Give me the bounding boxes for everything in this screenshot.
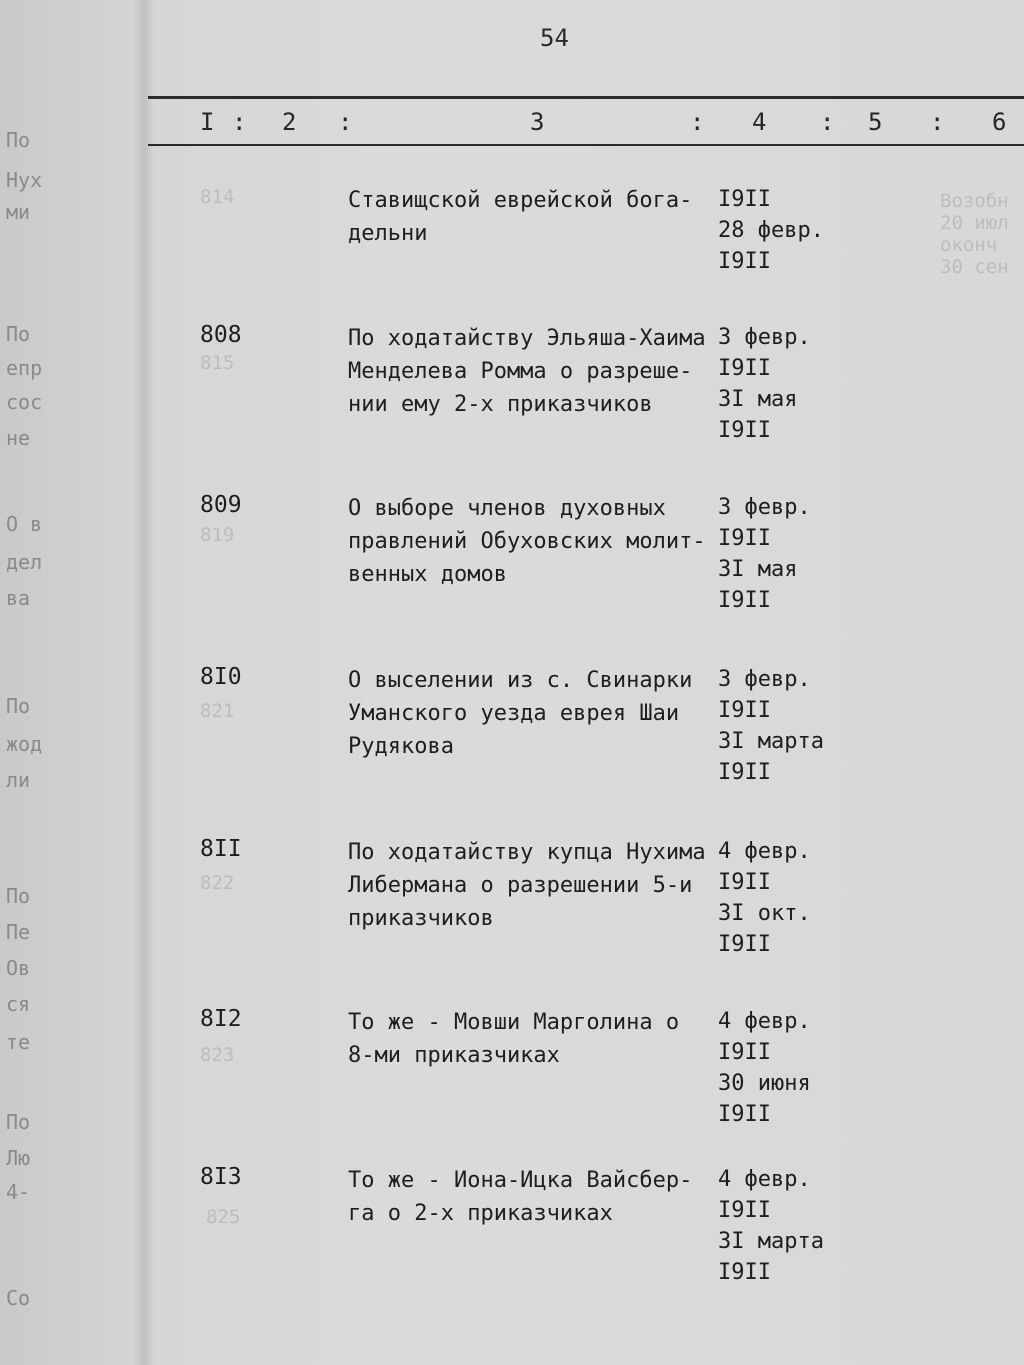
entry-title-line: О выборе членов духовных [348, 496, 666, 521]
entry-title [348, 492, 718, 591]
entry-date-line: I9II [718, 588, 771, 613]
entry-date-line: 28 февр. [718, 218, 824, 243]
entry-number: 809 [200, 492, 242, 518]
entry-number: 8I0 [200, 664, 242, 690]
column-header-item: 6 [992, 108, 1007, 136]
entry-date-line: I9II [718, 1040, 771, 1065]
entry-title-line: га о 2-х приказчиках [348, 1201, 613, 1226]
entry-title [348, 1164, 718, 1230]
entry-number: 8I3 [200, 1164, 242, 1190]
column-header-separator: : [930, 108, 945, 136]
entry-dates [718, 1164, 824, 1288]
entry-date-line: I9II [718, 418, 771, 443]
show-through-mark: 814 [200, 186, 235, 208]
column-header-item: 5 [868, 108, 883, 136]
entry-dates [718, 1006, 811, 1130]
entry-title [348, 1006, 718, 1072]
column-header-separator: : [820, 108, 835, 136]
entry-title-line: приказчиков [348, 906, 494, 931]
entry-date-line: 3 февр. [718, 667, 811, 692]
entry-title [348, 836, 718, 935]
entry-date-line: 4 февр. [718, 1009, 811, 1034]
entry-date-line: I9II [718, 1260, 771, 1285]
entry-date-line: 3I марта [718, 1229, 824, 1254]
entry-date-line: I9II [718, 249, 771, 274]
entry-title-line: Либермана о разрешении 5-и [348, 873, 693, 898]
column-header-separator: : [232, 108, 247, 136]
entry-date-line: 3I марта [718, 729, 824, 754]
entry-date-line: 3 февр. [718, 325, 811, 350]
column-header-separator: : [338, 108, 353, 136]
entry-date-line: 3I окт. [718, 901, 811, 926]
previous-page-edge: По Нух ми По епр сос не О в дел ва По жод ли По Пе Ов ся те По Лю 4- Со [6, 128, 43, 1310]
entry-title-line: То же - Иона-Ицка Вайсбер- [348, 1168, 693, 1193]
column-header-separator: : [690, 108, 705, 136]
entry-dates [718, 836, 811, 960]
entry-title-line: Уманского уезда еврея Шаи [348, 701, 680, 726]
entry-title-line: По ходатайству Эльяша-Хаима [348, 326, 706, 351]
entry-dates [718, 492, 811, 616]
entry-date-line: I9II [718, 356, 771, 381]
entry-title-line: То же - Мовши Марголина о [348, 1010, 680, 1035]
column-header-item: 3 [530, 108, 545, 136]
entry-title-line: По ходатайству купца Нухима [348, 840, 706, 865]
entry-title-line: Менделева Ромма о разреше- [348, 359, 693, 384]
entry-title-line: 8-ми приказчиках [348, 1043, 560, 1068]
entry-title-line: правлений Обуховских молит- [348, 529, 706, 554]
entry-number: 8I2 [200, 1006, 242, 1032]
show-through-mark: 815 [200, 352, 235, 374]
entry-title [348, 322, 718, 421]
entry-date-line: 3I мая [718, 387, 798, 412]
show-through-mark: 819 [200, 524, 235, 546]
entry-number: 808 [200, 322, 242, 348]
show-through-mark: 821 [200, 700, 235, 722]
entry-title-line: О выселении из с. Свинарки [348, 668, 693, 693]
show-through-mark: 825 [206, 1206, 241, 1228]
column-header-item: 2 [282, 108, 297, 136]
entry-date-line: 4 февр. [718, 839, 811, 864]
entry-date-line: I9II [718, 760, 771, 785]
entry-date-line: 30 июня [718, 1071, 811, 1096]
entry-date-line: I9II [718, 526, 771, 551]
page-fold-shadow [132, 0, 154, 1365]
entry-title [348, 664, 718, 763]
entry-date-line: I9II [718, 698, 771, 723]
page-number: 54 [540, 24, 569, 52]
entry-date-line: 3I мая [718, 557, 798, 582]
entry-number: 8II [200, 836, 242, 862]
show-through-mark: Возобн 20 июл оконч 30 сен [940, 190, 1009, 278]
entry-title-line: нии ему 2-х приказчиков [348, 392, 653, 417]
entry-title [348, 184, 718, 250]
entry-date-line: 3 февр. [718, 495, 811, 520]
entry-date-line: I9II [718, 932, 771, 957]
entry-date-line: I9II [718, 870, 771, 895]
entry-date-line: I9II [718, 187, 771, 212]
header-top-rule [148, 96, 1024, 99]
entry-date-line: 4 февр. [718, 1167, 811, 1192]
entry-dates [718, 322, 811, 446]
entry-dates [718, 184, 824, 277]
entry-dates [718, 664, 824, 788]
column-header-item: I [200, 108, 215, 136]
column-header-item: 4 [752, 108, 767, 136]
entry-date-line: I9II [718, 1102, 771, 1127]
show-through-mark: 823 [200, 1044, 235, 1066]
entry-title-line: Рудякова [348, 734, 454, 759]
entry-title-line: венных домов [348, 562, 507, 587]
entry-title-line: Ставищской еврейской бога- [348, 188, 693, 213]
entry-title-line: дельни [348, 221, 428, 246]
entry-date-line: I9II [718, 1198, 771, 1223]
header-bottom-rule [148, 144, 1024, 146]
show-through-mark: 822 [200, 872, 235, 894]
